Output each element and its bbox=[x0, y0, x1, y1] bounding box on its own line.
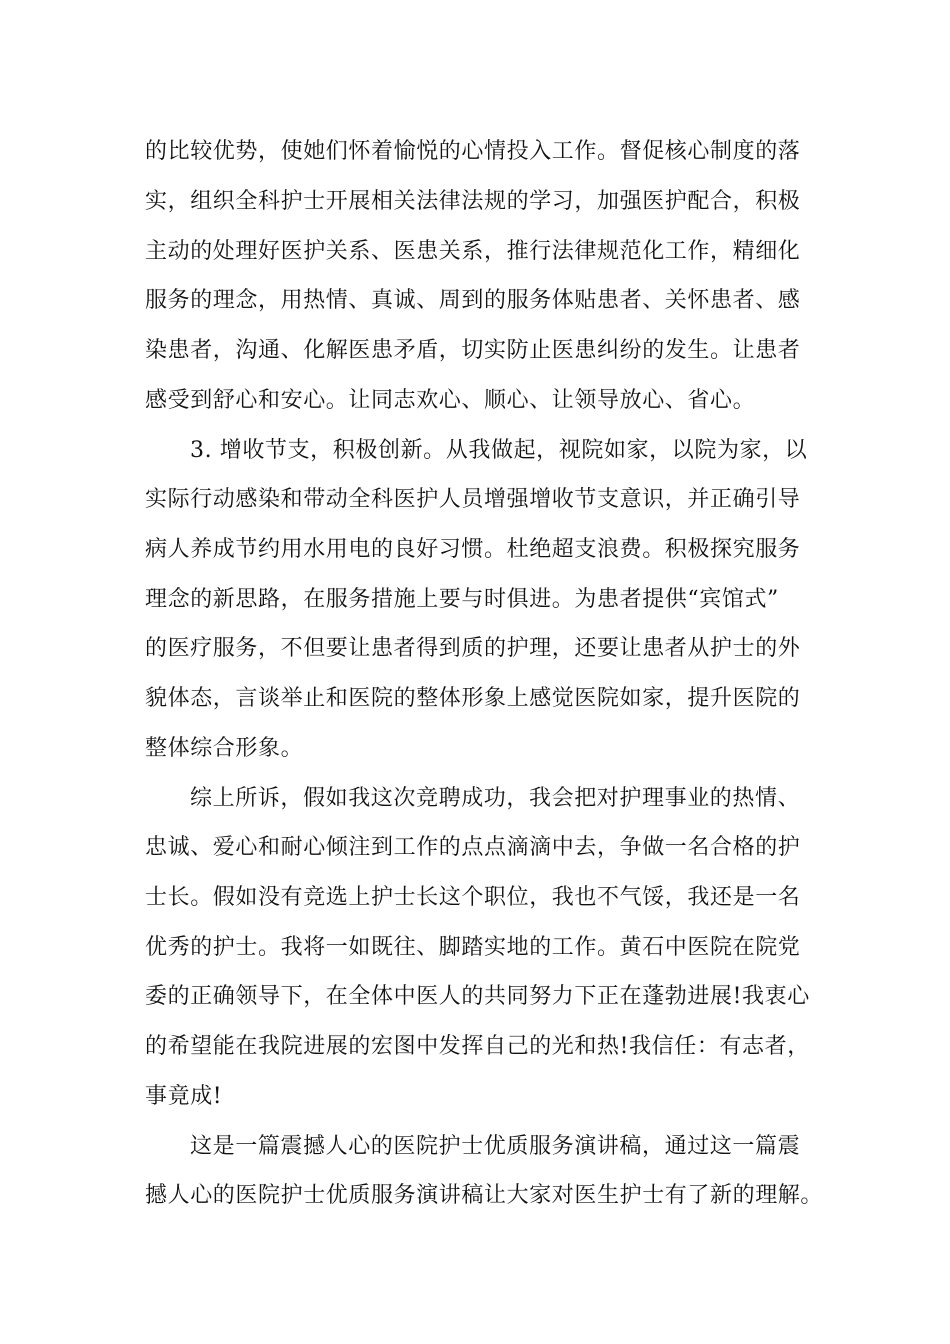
text-line: 貌体态，言谈举止和医院的整体形象上感觉医院如家，提升医院的 bbox=[145, 686, 801, 711]
text-line: 这是一篇震撼人心的医院护士优质服务演讲稿，通过这一篇震 bbox=[190, 1134, 801, 1159]
text-line: 病人养成节约用水用电的良好习惯。杜绝超支浪费。积极探究服务 bbox=[145, 537, 801, 562]
text-line: 实，组织全科护士开展相关法律法规的学习，加强医护配合，积极 bbox=[145, 189, 801, 214]
text-line: 染患者，沟通、化解医患矛盾，切实防止医患纠纷的发生。让患者 bbox=[145, 338, 801, 363]
text-line: 优秀的护士。我将一如既往、脚踏实地的工作。黄石中医院在院党 bbox=[145, 935, 801, 960]
text-line: 委的正确领导下，在全体中医人的共同努力下正在蓬勃进展!我衷心 bbox=[145, 984, 810, 1009]
text-line: 忠诚、爱心和耐心倾注到工作的点点滴滴中去，争做一名合格的护 bbox=[145, 835, 801, 860]
text-line: 整体综合形象。 bbox=[145, 736, 304, 761]
text-line: 理念的新思路，在服务措施上要与时俱进。为患者提供“宾馆式” bbox=[145, 587, 779, 612]
text-line: 实际行动感染和带动全科医护人员增强增收节支意识，并正确引导 bbox=[145, 487, 801, 512]
text-line: 撼人心的医院护士优质服务演讲稿让大家对医生护士有了新的理解。 bbox=[145, 1183, 824, 1208]
text-line: 综上所诉，假如我这次竞聘成功，我会把对护理事业的热情、 bbox=[190, 786, 801, 811]
text-line: 服务的理念，用热情、真诚、周到的服务体贴患者、关怀患者、感 bbox=[145, 288, 801, 313]
text-line: 的希望能在我院进展的宏图中发挥自己的光和热!我信任：有志者， bbox=[145, 1034, 810, 1059]
text-line: 的医疗服务，不但要让患者得到质的护理，还要让患者从护士的外 bbox=[145, 636, 801, 661]
text-line: 事竟成! bbox=[145, 1084, 223, 1109]
text-line: 的比较优势，使她们怀着愉悦的心情投入工作。督促核心制度的落 bbox=[145, 139, 801, 164]
text-line: 3. 增收节支，积极创新。从我做起，视院如家，以院为家，以 bbox=[190, 438, 808, 463]
text-line: 感受到舒心和安心。让同志欢心、顺心、让领导放心、省心。 bbox=[145, 388, 756, 413]
text-line: 主动的处理好医护关系、医患关系，推行法律规范化工作，精细化 bbox=[145, 239, 801, 264]
text-line: 士长。假如没有竞选上护士长这个职位，我也不气馁，我还是一名 bbox=[145, 885, 801, 910]
